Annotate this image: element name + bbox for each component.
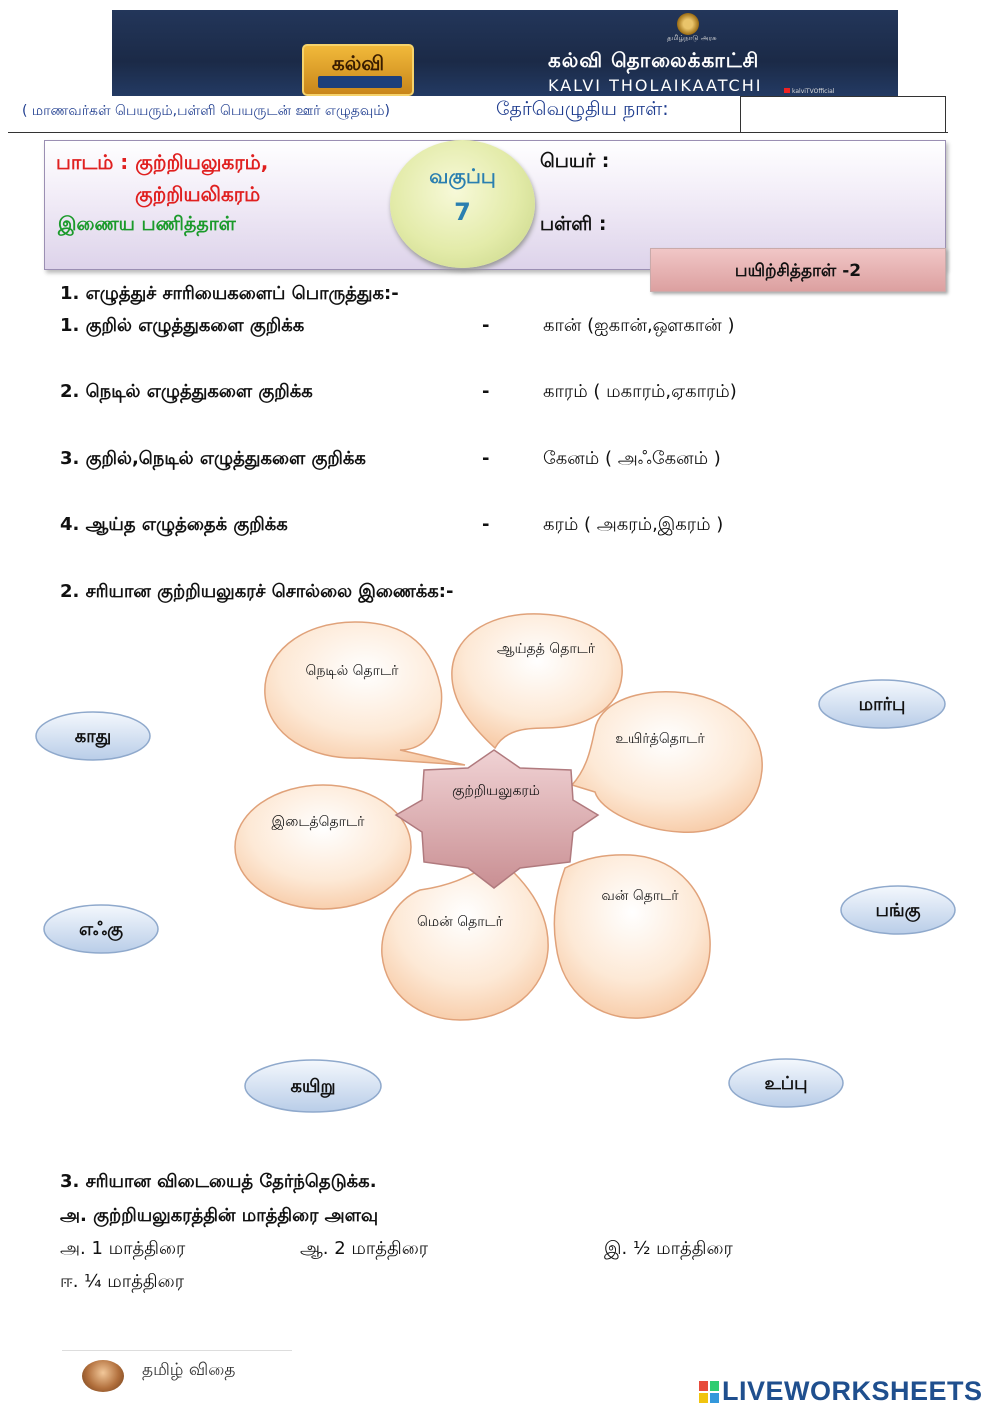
channel-name: kalviTVOfficial — [792, 88, 835, 95]
q3-heading: 3. சரியான விடையைத் தேர்ந்தெடுக்க. — [60, 1171, 377, 1192]
banner-title-english: KALVI THOLAIKAATCHI — [548, 76, 763, 95]
grade-label: வகுப்பு — [429, 164, 496, 188]
youtube-icon — [784, 88, 790, 93]
bubble-label: ஆய்தத் தொடர் — [496, 641, 596, 657]
bubble-label: மென் தொடர் — [417, 914, 503, 930]
q1-row-4-dash: - — [482, 514, 490, 535]
q3-option-aa[interactable]: ஆ. 2 மாத்திரை — [300, 1238, 429, 1259]
q3-option-a[interactable]: அ. 1 மாத்திரை — [60, 1238, 186, 1259]
center-label: குற்றியலுகரம் — [452, 783, 540, 799]
q1-row-1-right[interactable]: கான் (ஐகான்,ஔகான் ) — [543, 315, 735, 336]
header-divider — [8, 132, 948, 133]
word-label: பங்கு — [875, 900, 921, 921]
gov-text: தமிழ்நாடு அரசு — [667, 34, 717, 42]
footer-divider — [62, 1350, 292, 1351]
word-oval-ehku[interactable] — [44, 905, 158, 953]
bubble-vanthodar[interactable] — [554, 855, 710, 1018]
word-label: காது — [74, 726, 112, 747]
word-oval-kayiru[interactable] — [245, 1060, 381, 1112]
footer-author: தமிழ் விதை — [142, 1360, 236, 1380]
q1-heading: 1. எழுத்துச் சாரியைகளைப் பொருத்துக:- — [60, 283, 399, 304]
bubble-men-thodar[interactable] — [382, 860, 548, 1020]
header-instruction: ( மாணவர்கள் பெயரும்,பள்ளி பெயருடன் ஊர் எழுதவும்) — [22, 103, 391, 119]
word-oval-uppu[interactable] — [729, 1059, 843, 1107]
government-emblem-icon — [677, 13, 699, 35]
word-label: உப்பு — [764, 1073, 808, 1094]
q1-row-3-dash: - — [482, 448, 490, 469]
q1-row-4-right[interactable]: கரம் ( அகரம்,இகரம் ) — [543, 514, 724, 535]
word-oval-pangu[interactable] — [841, 886, 955, 934]
word-label: மார்பு — [858, 694, 906, 715]
q1-row-2-dash: - — [482, 381, 490, 402]
q1-row-4-left: 4. ஆய்த எழுத்தைக் குறிக்க — [60, 514, 288, 535]
liveworksheets-logo-icon — [698, 1380, 720, 1404]
liveworksheets-brand: LIVEWORKSHEETS — [722, 1376, 983, 1406]
subject-line-1: பாடம் : குற்றியலுகரம், — [56, 150, 269, 174]
q1-row-3-left: 3. குறில்,நெடில் எழுத்துகளை குறிக்க — [60, 448, 366, 469]
exam-date-label: தேர்வெழுதிய நாள்: — [496, 98, 669, 120]
exam-date-field[interactable] — [740, 96, 946, 133]
kalvi-logo — [302, 44, 414, 96]
logo-text: கல்வி — [331, 51, 385, 75]
q1-row-2-left: 2. நெடில் எழுத்துகளை குறிக்க — [60, 381, 313, 402]
word-oval-maarbu[interactable] — [819, 680, 945, 728]
word-label: எஃகு — [78, 919, 124, 940]
matching-diagram — [0, 600, 1000, 1140]
q1-row-3-right[interactable]: கேனம் ( அஃகேனம் ) — [543, 448, 721, 469]
word-oval-kaathu[interactable] — [36, 712, 150, 760]
q1-row-2-right[interactable]: காரம் ( மகாரம்,ஏகாரம்) — [543, 381, 737, 402]
grade-circle — [390, 140, 535, 268]
banner-title-tamil: கல்வி தொலைக்காட்சி — [548, 48, 760, 72]
q1-row-1-left: 1. குறில் எழுத்துகளை குறிக்க — [60, 315, 305, 336]
bubble-nedil-thodar[interactable] — [265, 622, 465, 765]
subject-line-3: இணைய பணித்தாள் — [58, 213, 236, 235]
worksheet-tag: பயிற்சித்தாள் -2 — [650, 248, 946, 292]
q2-heading: 2. சரியான குற்றியலுகரச் சொல்லை இணைக்க:- — [60, 581, 454, 602]
subject-line-2: குற்றியலிகரம் — [135, 182, 261, 206]
banner — [112, 10, 898, 96]
q3-option-i[interactable]: இ. ½ மாத்திரை — [604, 1238, 733, 1259]
school-label: பள்ளி : — [540, 213, 607, 235]
grade-number: 7 — [454, 198, 471, 226]
name-label: பெயர் : — [540, 150, 610, 172]
avatar — [82, 1360, 124, 1392]
q3-question: அ. குற்றியலுகரத்தின் மாத்திரை அளவு — [60, 1205, 379, 1226]
q3-option-ii[interactable]: ஈ. ¼ மாத்திரை — [60, 1271, 184, 1292]
bubble-label: நெடில் தொடர் — [305, 663, 399, 679]
word-label: கயிறு — [290, 1076, 336, 1097]
bubble-idai-thodar[interactable] — [235, 785, 411, 909]
bubble-label: உயிர்த்தொடர் — [615, 731, 705, 747]
bubble-label: இடைத்தொடர் — [271, 814, 365, 830]
q1-row-1-dash: - — [482, 315, 490, 336]
bubble-label: வன் தொடர் — [601, 888, 679, 904]
